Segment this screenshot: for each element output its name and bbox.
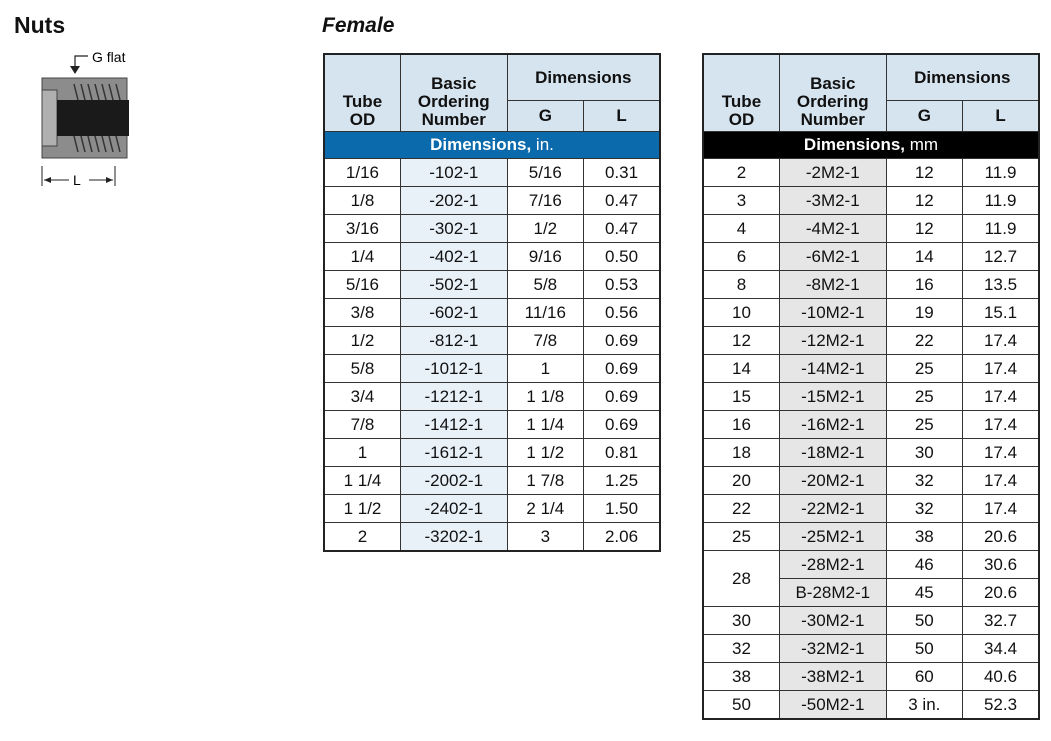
ordering-number-cell: -50M2-1	[779, 691, 886, 720]
l-cell: 0.69	[584, 327, 660, 355]
l-cell: 0.47	[584, 215, 660, 243]
l-cell: 0.69	[584, 383, 660, 411]
l-cell: 12.7	[963, 243, 1039, 271]
g-cell: 14	[886, 243, 962, 271]
page-title: Nuts	[14, 12, 66, 38]
g-cell: 9/16	[507, 243, 583, 271]
tube-od-cell: 6	[703, 243, 779, 271]
tube-od-cell: 38	[703, 663, 779, 691]
ordering-number-cell: -1412-1	[400, 411, 507, 439]
tube-od-cell: 20	[703, 467, 779, 495]
g-cell: 1 1/4	[507, 411, 583, 439]
ordering-number-cell: -1212-1	[400, 383, 507, 411]
g-column-header: G	[886, 101, 962, 132]
l-cell: 0.56	[584, 299, 660, 327]
ordering-number-cell: -10M2-1	[779, 299, 886, 327]
l-cell: 2.06	[584, 523, 660, 552]
table-row	[324, 187, 660, 215]
tube-od-cell: 18	[703, 439, 779, 467]
table-row	[703, 467, 1039, 495]
table-row	[703, 187, 1039, 215]
ordering-number-cell: -8M2-1	[779, 271, 886, 299]
ordering-number-cell: -25M2-1	[779, 523, 886, 551]
table-row	[703, 355, 1039, 383]
table-row	[703, 243, 1039, 271]
l-cell: 17.4	[963, 383, 1039, 411]
table-row	[324, 495, 660, 523]
l-cell: 17.4	[963, 411, 1039, 439]
l-cell: 1.25	[584, 467, 660, 495]
l-cell: 0.47	[584, 187, 660, 215]
g-cell: 1 7/8	[507, 467, 583, 495]
g-cell: 22	[886, 327, 962, 355]
tube-od-cell: 14	[703, 355, 779, 383]
ordering-number-cell: -2002-1	[400, 467, 507, 495]
ordering-number-cell: B-28M2-1	[779, 579, 886, 607]
g-cell: 12	[886, 215, 962, 243]
g-cell: 60	[886, 663, 962, 691]
ordering-number-cell: -2M2-1	[779, 159, 886, 187]
tube-od-cell: 1/4	[324, 243, 400, 271]
tube-od-cell: 1 1/4	[324, 467, 400, 495]
table-row	[324, 215, 660, 243]
tube-od-cell: 3/8	[324, 299, 400, 327]
units-band: Dimensions, mm	[703, 132, 1039, 159]
ordering-number-cell: -6M2-1	[779, 243, 886, 271]
tube-od-cell: 1 1/2	[324, 495, 400, 523]
ordering-number-cell: -202-1	[400, 187, 507, 215]
ordering-number-cell: -1012-1	[400, 355, 507, 383]
g-cell: 19	[886, 299, 962, 327]
ordering-number-cell: -12M2-1	[779, 327, 886, 355]
g-cell: 32	[886, 467, 962, 495]
g-cell: 3	[507, 523, 583, 552]
tube-od-cell: 4	[703, 215, 779, 243]
g-cell: 32	[886, 495, 962, 523]
ordering-number-cell: -402-1	[400, 243, 507, 271]
ordering-number-cell: -602-1	[400, 299, 507, 327]
ordering-number-cell: -18M2-1	[779, 439, 886, 467]
table-row	[324, 355, 660, 383]
tube-od-cell: 28	[703, 551, 779, 607]
g-cell: 12	[886, 159, 962, 187]
dimensions-header: Dimensions	[886, 54, 1039, 101]
g-cell: 5/8	[507, 271, 583, 299]
l-cell: 11.9	[963, 159, 1039, 187]
g-cell: 50	[886, 607, 962, 635]
table-row	[703, 607, 1039, 635]
g-cell: 45	[886, 579, 962, 607]
l-cell: 0.69	[584, 411, 660, 439]
ordering-number-cell: -15M2-1	[779, 383, 886, 411]
table-row	[703, 215, 1039, 243]
tube-od-cell: 2	[324, 523, 400, 552]
table-row	[703, 299, 1039, 327]
table-row	[703, 159, 1039, 187]
table-row	[324, 299, 660, 327]
ordering-number-cell: -302-1	[400, 215, 507, 243]
l-cell: 30.6	[963, 551, 1039, 579]
tube-od-cell: 8	[703, 271, 779, 299]
tube-od-cell: 1/2	[324, 327, 400, 355]
l-cell: 0.50	[584, 243, 660, 271]
l-cell: 0.53	[584, 271, 660, 299]
table-row	[703, 495, 1039, 523]
tube-od-cell: 3/16	[324, 215, 400, 243]
inch-dimensions-table	[323, 53, 661, 552]
table-row	[703, 551, 1039, 579]
g-flat-label: G flat	[92, 49, 126, 65]
ordering-number-cell: -28M2-1	[779, 551, 886, 579]
table-row	[324, 439, 660, 467]
l-cell: 32.7	[963, 607, 1039, 635]
tube-od-cell: 2	[703, 159, 779, 187]
g-cell: 7/8	[507, 327, 583, 355]
g-cell: 7/16	[507, 187, 583, 215]
table-row	[703, 271, 1039, 299]
ordering-number-cell: -102-1	[400, 159, 507, 187]
l-cell: 11.9	[963, 215, 1039, 243]
g-cell: 1	[507, 355, 583, 383]
g-cell: 1 1/8	[507, 383, 583, 411]
section-subtitle: Female	[322, 14, 395, 37]
table-row	[324, 327, 660, 355]
tube-od-cell: 1/8	[324, 187, 400, 215]
g-cell: 46	[886, 551, 962, 579]
ordering-number-cell: -20M2-1	[779, 467, 886, 495]
table-row	[703, 523, 1039, 551]
units-band: Dimensions, in.	[324, 132, 660, 159]
tube-od-cell: 7/8	[324, 411, 400, 439]
g-cell: 38	[886, 523, 962, 551]
g-cell: 11/16	[507, 299, 583, 327]
table-row	[703, 383, 1039, 411]
nut-diagram	[14, 44, 139, 194]
table-row	[703, 327, 1039, 355]
l-cell: 17.4	[963, 495, 1039, 523]
ordering-number-cell: -1612-1	[400, 439, 507, 467]
ordering-number-cell: -32M2-1	[779, 635, 886, 663]
table-row	[703, 439, 1039, 467]
ordering-number-cell: -812-1	[400, 327, 507, 355]
g-cell: 30	[886, 439, 962, 467]
tube-od-cell: 25	[703, 523, 779, 551]
l-cell: 1.50	[584, 495, 660, 523]
ordering-number-cell: -38M2-1	[779, 663, 886, 691]
ordering-number-cell: -502-1	[400, 271, 507, 299]
table-row	[324, 243, 660, 271]
l-cell: 0.31	[584, 159, 660, 187]
table-row	[324, 159, 660, 187]
l-column-header: L	[963, 101, 1039, 132]
l-cell: 0.69	[584, 355, 660, 383]
tube-od-cell: 5/16	[324, 271, 400, 299]
l-label: L	[73, 172, 81, 188]
l-cell: 17.4	[963, 467, 1039, 495]
table-row	[324, 411, 660, 439]
tube-od-cell: 30	[703, 607, 779, 635]
l-cell: 15.1	[963, 299, 1039, 327]
table-row	[324, 383, 660, 411]
tube-od-cell: 22	[703, 495, 779, 523]
table-row	[703, 411, 1039, 439]
l-cell: 17.4	[963, 439, 1039, 467]
ordering-number-cell: -14M2-1	[779, 355, 886, 383]
g-cell: 25	[886, 355, 962, 383]
l-cell: 13.5	[963, 271, 1039, 299]
g-cell: 1/2	[507, 215, 583, 243]
tube-od-cell: 50	[703, 691, 779, 720]
table-row	[324, 271, 660, 299]
l-cell: 0.81	[584, 439, 660, 467]
tube-od-cell: 1/16	[324, 159, 400, 187]
dimensions-header: Dimensions	[507, 54, 660, 101]
tube-od-cell: 1	[324, 439, 400, 467]
tube-od-cell: 32	[703, 635, 779, 663]
g-cell: 2 1/4	[507, 495, 583, 523]
table-row	[703, 691, 1039, 720]
tube-od-cell: 15	[703, 383, 779, 411]
tube-od-cell: 16	[703, 411, 779, 439]
g-cell: 16	[886, 271, 962, 299]
tube-od-cell: 5/8	[324, 355, 400, 383]
table-row	[324, 523, 660, 552]
table-row	[703, 635, 1039, 663]
table-row	[703, 663, 1039, 691]
ordering-number-cell: -3M2-1	[779, 187, 886, 215]
g-cell: 3 in.	[886, 691, 962, 720]
tube-od-cell: 3/4	[324, 383, 400, 411]
basic-ordering-number-header: Basic Ordering Number	[779, 54, 886, 132]
table-row	[324, 467, 660, 495]
mm-dimensions-table	[702, 53, 1040, 720]
g-cell: 1 1/2	[507, 439, 583, 467]
ordering-number-cell: -22M2-1	[779, 495, 886, 523]
l-cell: 40.6	[963, 663, 1039, 691]
tube-od-cell: 10	[703, 299, 779, 327]
g-cell: 50	[886, 635, 962, 663]
basic-ordering-number-header: Basic Ordering Number	[400, 54, 507, 132]
tube-od-header: Tube OD	[324, 54, 400, 132]
g-cell: 5/16	[507, 159, 583, 187]
l-cell: 52.3	[963, 691, 1039, 720]
g-cell: 25	[886, 411, 962, 439]
ordering-number-cell: -30M2-1	[779, 607, 886, 635]
l-cell: 34.4	[963, 635, 1039, 663]
tube-od-cell: 12	[703, 327, 779, 355]
ordering-number-cell: -4M2-1	[779, 215, 886, 243]
g-column-header: G	[507, 101, 583, 132]
l-cell: 17.4	[963, 327, 1039, 355]
g-cell: 12	[886, 187, 962, 215]
l-cell: 20.6	[963, 523, 1039, 551]
ordering-number-cell: -2402-1	[400, 495, 507, 523]
l-cell: 17.4	[963, 355, 1039, 383]
l-cell: 11.9	[963, 187, 1039, 215]
l-cell: 20.6	[963, 579, 1039, 607]
g-cell: 25	[886, 383, 962, 411]
ordering-number-cell: -16M2-1	[779, 411, 886, 439]
l-column-header: L	[584, 101, 660, 132]
tube-od-header: Tube OD	[703, 54, 779, 132]
tube-od-cell: 3	[703, 187, 779, 215]
ordering-number-cell: -3202-1	[400, 523, 507, 552]
